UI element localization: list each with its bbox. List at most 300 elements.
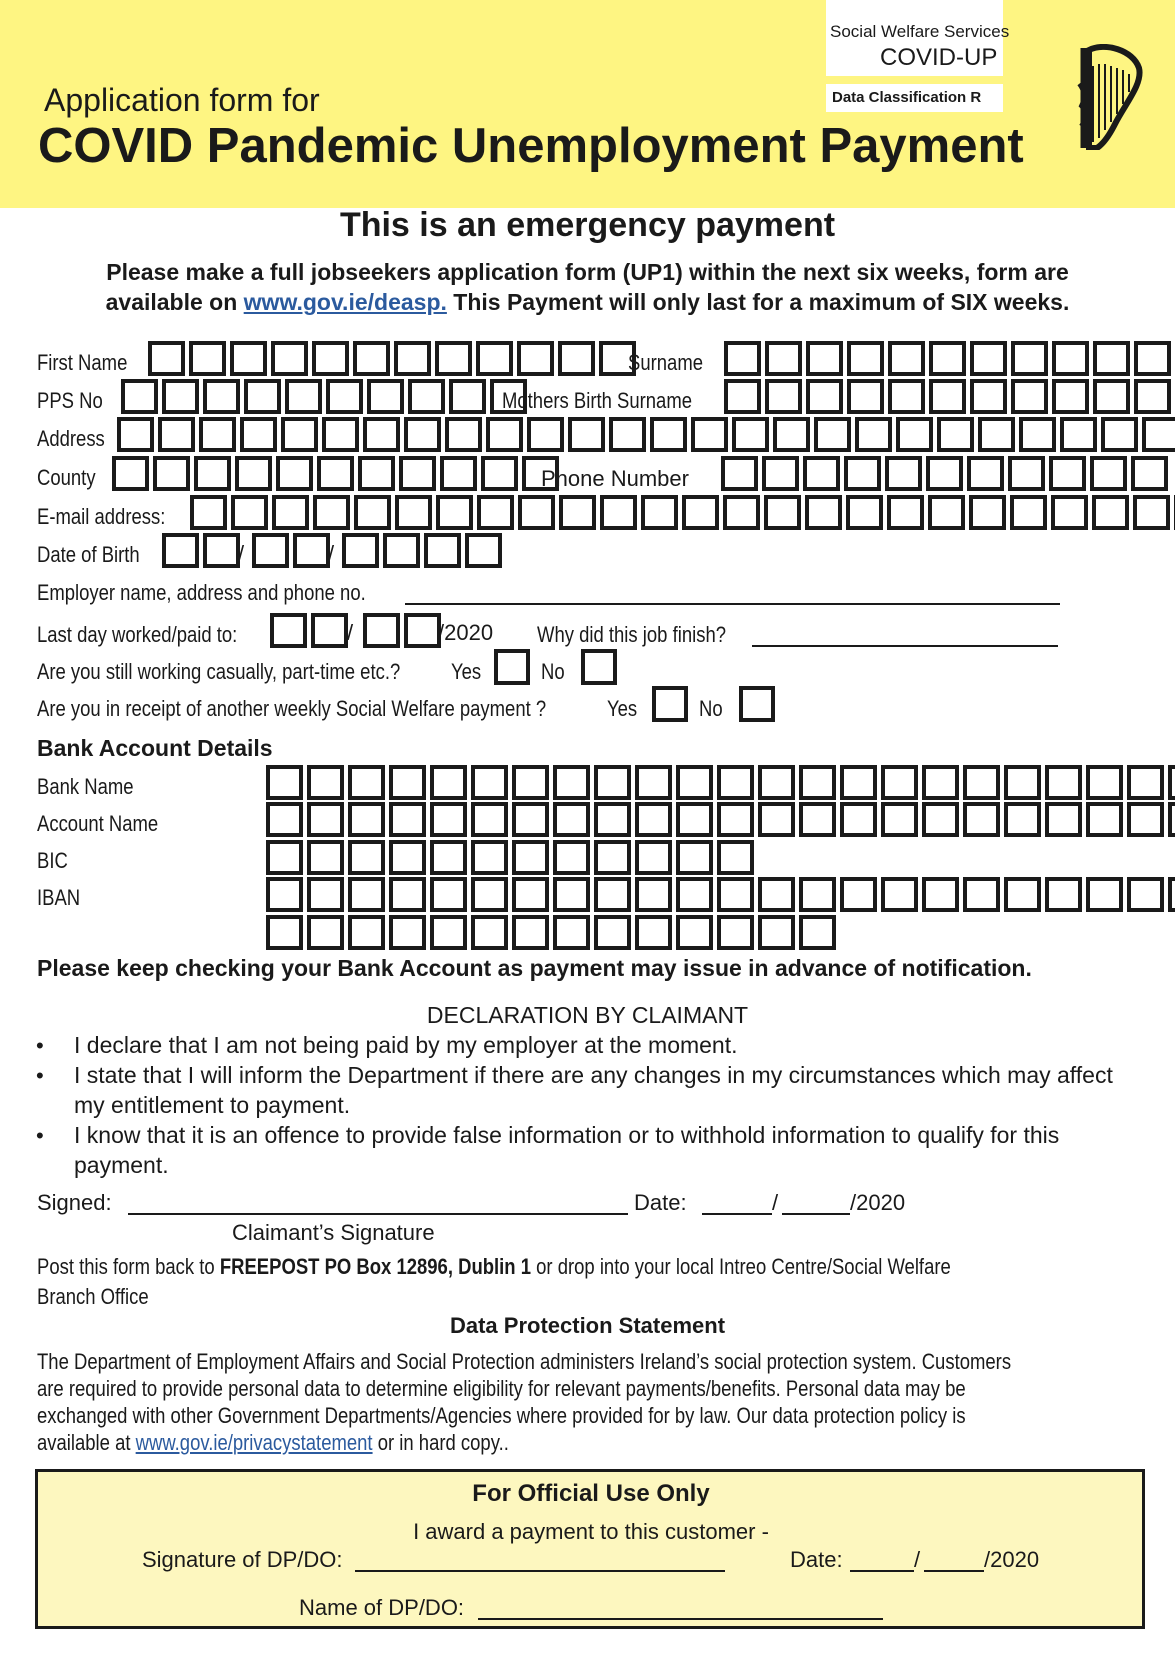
char-box[interactable] — [293, 533, 330, 568]
bank-details-title: Bank Account Details — [37, 735, 273, 761]
char-box[interactable] — [512, 840, 549, 875]
char-box[interactable] — [806, 379, 843, 414]
post-line-2: Branch Office — [37, 1284, 149, 1309]
char-box[interactable] — [635, 877, 672, 912]
char-box[interactable] — [969, 495, 1006, 530]
char-box[interactable] — [117, 417, 154, 452]
signature-caption: Claimant’s Signature — [232, 1220, 435, 1245]
char-box[interactable] — [162, 379, 199, 414]
address-boxes[interactable] — [117, 417, 1175, 452]
char-box[interactable] — [148, 341, 185, 376]
char-box[interactable] — [317, 456, 354, 491]
char-box[interactable] — [471, 915, 508, 950]
char-box[interactable] — [799, 915, 836, 950]
char-box[interactable] — [348, 915, 385, 950]
char-box[interactable] — [717, 877, 754, 912]
account-name-label: Account Name — [37, 811, 159, 836]
char-box[interactable] — [271, 341, 308, 376]
char-box[interactable] — [635, 802, 672, 837]
char-box[interactable] — [881, 765, 918, 800]
char-box[interactable] — [1060, 417, 1097, 452]
char-box[interactable] — [272, 495, 309, 530]
char-box[interactable] — [1127, 765, 1164, 800]
char-box[interactable] — [1127, 802, 1164, 837]
char-box[interactable] — [471, 840, 508, 875]
char-box[interactable] — [803, 456, 840, 491]
char-box[interactable] — [162, 533, 199, 568]
dob-label: Date of Birth — [37, 542, 140, 567]
char-box[interactable] — [676, 877, 713, 912]
char-box[interactable] — [846, 495, 883, 530]
char-box[interactable] — [1134, 379, 1171, 414]
char-box[interactable] — [1133, 495, 1170, 530]
char-box[interactable] — [978, 417, 1015, 452]
char-box[interactable] — [476, 341, 513, 376]
last-day-month-boxes[interactable] — [363, 613, 445, 648]
post-line-1 — [37, 1254, 951, 1280]
char-box[interactable] — [348, 840, 385, 875]
char-box[interactable] — [121, 379, 158, 414]
char-box[interactable] — [1093, 341, 1130, 376]
char-box[interactable] — [724, 341, 761, 376]
char-box[interactable] — [358, 456, 395, 491]
another-payment-no-label: No — [699, 696, 723, 721]
char-box[interactable] — [408, 379, 445, 414]
char-box[interactable] — [676, 840, 713, 875]
mothers-birth-surname-boxes[interactable] — [724, 379, 1175, 414]
char-box[interactable] — [888, 379, 925, 414]
char-box[interactable] — [389, 765, 426, 800]
char-box[interactable] — [394, 341, 431, 376]
char-box[interactable] — [1086, 802, 1123, 837]
char-box[interactable] — [322, 417, 359, 452]
char-box[interactable] — [1142, 417, 1175, 452]
char-box[interactable] — [266, 877, 303, 912]
char-box[interactable] — [266, 765, 303, 800]
char-box[interactable] — [307, 877, 344, 912]
account-name-boxes[interactable] — [266, 802, 1175, 837]
char-box[interactable] — [363, 417, 400, 452]
bic-label: BIC — [37, 848, 68, 873]
data-protection-title: Data Protection Statement — [449, 1313, 726, 1338]
char-box[interactable] — [553, 765, 590, 800]
char-box[interactable] — [252, 533, 289, 568]
char-box[interactable] — [342, 533, 379, 568]
char-box[interactable] — [594, 840, 631, 875]
char-box[interactable] — [773, 417, 810, 452]
char-box[interactable] — [1093, 379, 1130, 414]
pps-no-label: PPS No — [37, 388, 103, 413]
dob-day-boxes[interactable] — [162, 533, 244, 568]
char-box[interactable] — [440, 456, 477, 491]
char-box[interactable] — [389, 840, 426, 875]
intro-line-2-pre: available on — [105, 289, 238, 315]
char-box[interactable] — [887, 495, 924, 530]
signed-label: Signed: — [37, 1190, 112, 1215]
char-box[interactable] — [847, 341, 884, 376]
char-box[interactable] — [1134, 341, 1171, 376]
char-box[interactable] — [1045, 802, 1082, 837]
char-box[interactable] — [1086, 765, 1123, 800]
phone-number-label: Phone Number — [541, 466, 689, 491]
char-box[interactable] — [1019, 417, 1056, 452]
char-box[interactable] — [723, 495, 760, 530]
char-box[interactable] — [881, 877, 918, 912]
char-box[interactable] — [641, 495, 678, 530]
char-box[interactable] — [445, 417, 482, 452]
char-box[interactable] — [682, 495, 719, 530]
char-box[interactable] — [600, 495, 637, 530]
char-box[interactable] — [724, 379, 761, 414]
char-box[interactable] — [558, 341, 595, 376]
last-day-label: Last day worked/paid to: — [37, 622, 238, 647]
why-finish-line[interactable] — [752, 645, 1058, 647]
char-box[interactable] — [762, 456, 799, 491]
char-box[interactable] — [1168, 765, 1175, 800]
char-box[interactable] — [970, 379, 1007, 414]
char-box[interactable] — [1010, 495, 1047, 530]
char-box[interactable] — [1051, 495, 1088, 530]
char-box[interactable] — [732, 417, 769, 452]
char-box[interactable] — [717, 840, 754, 875]
char-box[interactable] — [240, 417, 277, 452]
still-working-no-checkbox[interactable] — [581, 649, 617, 685]
official-date-slash: / — [914, 1547, 921, 1572]
char-box[interactable] — [383, 533, 420, 568]
char-box[interactable] — [635, 765, 672, 800]
char-box[interactable] — [1086, 877, 1123, 912]
char-box[interactable] — [594, 915, 631, 950]
char-box[interactable] — [285, 379, 322, 414]
char-box[interactable] — [929, 379, 966, 414]
char-box[interactable] — [353, 341, 390, 376]
official-date-label: Date: — [790, 1547, 843, 1572]
char-box[interactable] — [395, 495, 432, 530]
declaration-date-slash: / — [772, 1190, 779, 1215]
char-box[interactable] — [814, 417, 851, 452]
char-box[interactable] — [517, 341, 554, 376]
char-box[interactable] — [1127, 877, 1164, 912]
post-post: or drop into your local Intreo Centre/Social Welfare — [536, 1254, 951, 1279]
char-box[interactable] — [203, 379, 240, 414]
char-box[interactable] — [721, 456, 758, 491]
char-box[interactable] — [799, 765, 836, 800]
char-box[interactable] — [609, 417, 646, 452]
char-box[interactable] — [235, 456, 272, 491]
char-box[interactable] — [189, 341, 226, 376]
char-box[interactable] — [1011, 379, 1048, 414]
char-box[interactable] — [348, 765, 385, 800]
char-box[interactable] — [963, 802, 1000, 837]
post-pre: Post this form back to — [37, 1254, 215, 1279]
char-box[interactable] — [430, 765, 467, 800]
post-address: FREEPOST PO Box 12896, Dublin 1 — [219, 1254, 531, 1279]
char-box[interactable] — [512, 915, 549, 950]
char-box[interactable] — [937, 417, 974, 452]
char-box[interactable] — [922, 877, 959, 912]
declaration-date-month-line[interactable] — [782, 1213, 850, 1215]
char-box[interactable] — [717, 915, 754, 950]
char-box[interactable] — [594, 802, 631, 837]
char-box[interactable] — [568, 417, 605, 452]
char-box[interactable] — [1092, 495, 1129, 530]
char-box[interactable] — [764, 495, 801, 530]
bank-name-boxes[interactable] — [266, 765, 1175, 800]
privacy-statement-link[interactable]: www.gov.ie/privacystatement — [135, 1430, 373, 1455]
char-box[interactable] — [840, 877, 877, 912]
char-box[interactable] — [758, 765, 795, 800]
county-boxes[interactable] — [112, 456, 563, 491]
char-box[interactable] — [518, 495, 555, 530]
char-box[interactable] — [1004, 802, 1041, 837]
char-box[interactable] — [765, 341, 802, 376]
char-box[interactable] — [963, 765, 1000, 800]
char-box[interactable] — [806, 341, 843, 376]
char-box[interactable] — [1168, 802, 1175, 837]
char-box[interactable] — [594, 765, 631, 800]
char-box[interactable] — [404, 613, 441, 648]
char-box[interactable] — [199, 417, 236, 452]
deasp-link[interactable]: www.gov.ie/deasp. — [243, 289, 447, 315]
char-box[interactable] — [404, 417, 441, 452]
char-box[interactable] — [389, 802, 426, 837]
iban-boxes-row-2[interactable] — [266, 915, 840, 950]
char-box[interactable] — [430, 915, 467, 950]
char-box[interactable] — [270, 613, 307, 648]
char-box[interactable] — [970, 341, 1007, 376]
char-box[interactable] — [1045, 765, 1082, 800]
char-box[interactable] — [559, 495, 596, 530]
last-day-year: /2020 — [438, 620, 494, 645]
char-box[interactable] — [967, 456, 1004, 491]
char-box[interactable] — [311, 613, 348, 648]
harp-logo-icon — [1075, 44, 1145, 150]
char-box[interactable] — [307, 840, 344, 875]
char-box[interactable] — [471, 765, 508, 800]
official-date-year: /2020 — [984, 1547, 1040, 1572]
char-box[interactable] — [486, 417, 523, 452]
bic-boxes[interactable] — [266, 840, 758, 875]
dp-do-name-line[interactable] — [478, 1618, 883, 1620]
char-box[interactable] — [635, 915, 672, 950]
claimant-signature-line[interactable] — [128, 1213, 628, 1215]
char-box[interactable] — [430, 802, 467, 837]
char-box[interactable] — [266, 840, 303, 875]
char-box[interactable] — [435, 341, 472, 376]
still-working-yes-checkbox[interactable] — [494, 649, 530, 685]
char-box[interactable] — [765, 379, 802, 414]
service-name: Social Welfare Services — [830, 22, 1010, 41]
char-box[interactable] — [281, 417, 318, 452]
last-day-day-boxes[interactable] — [270, 613, 352, 648]
dp-line-4-pre: available at — [37, 1430, 131, 1455]
dp-line-3: exchanged with other Government Departments/Agencies where provided for by law. Our data protection policy is — [37, 1403, 966, 1428]
char-box[interactable] — [430, 840, 467, 875]
surname-boxes[interactable] — [724, 341, 1175, 376]
char-box[interactable] — [312, 341, 349, 376]
char-box[interactable] — [1011, 341, 1048, 376]
char-box[interactable] — [1049, 456, 1086, 491]
char-box[interactable] — [896, 417, 933, 452]
char-box[interactable] — [231, 495, 268, 530]
char-box[interactable] — [928, 495, 965, 530]
data-classification: Data Classification R — [832, 89, 982, 106]
email-label: E-mail address: — [37, 504, 166, 529]
another-payment-yes-label: Yes — [607, 696, 638, 721]
char-box[interactable] — [348, 877, 385, 912]
char-box[interactable] — [799, 802, 836, 837]
char-box[interactable] — [276, 456, 313, 491]
char-box[interactable] — [363, 613, 400, 648]
char-box[interactable] — [153, 456, 190, 491]
another-payment-no-checkbox[interactable] — [739, 686, 775, 722]
char-box[interactable] — [885, 456, 922, 491]
char-box[interactable] — [203, 533, 240, 568]
char-box[interactable] — [1101, 417, 1138, 452]
char-box[interactable] — [389, 915, 426, 950]
data-protection-text — [37, 1348, 1129, 1456]
char-box[interactable] — [1008, 456, 1045, 491]
char-box[interactable] — [888, 341, 925, 376]
char-box[interactable] — [929, 341, 966, 376]
char-box[interactable] — [1004, 765, 1041, 800]
char-box[interactable] — [190, 495, 227, 530]
char-box[interactable] — [112, 456, 149, 491]
char-box[interactable] — [512, 802, 549, 837]
char-box[interactable] — [430, 877, 467, 912]
official-date-month-line[interactable] — [924, 1570, 984, 1572]
char-box[interactable] — [307, 802, 344, 837]
char-box[interactable] — [553, 840, 590, 875]
char-box[interactable] — [635, 840, 672, 875]
bank-notice: Please keep checking your Bank Account as payment may issue in advance of notification. — [37, 955, 1032, 981]
char-box[interactable] — [963, 877, 1000, 912]
char-box[interactable] — [194, 456, 231, 491]
char-box[interactable] — [266, 915, 303, 950]
char-box[interactable] — [230, 341, 267, 376]
char-box[interactable] — [389, 877, 426, 912]
declaration-item-2: I state that I will inform the Department if there are any changes in my circumstances which may affect my entitlement to payment. — [74, 1062, 1113, 1118]
char-box[interactable] — [553, 915, 590, 950]
bullet-2: • — [36, 1063, 44, 1088]
dob-slash-2: / — [328, 541, 335, 566]
char-box[interactable] — [881, 802, 918, 837]
still-working-label: Are you still working casually, part-time etc.? — [37, 659, 401, 684]
char-box[interactable] — [367, 379, 404, 414]
char-box[interactable] — [348, 802, 385, 837]
char-box[interactable] — [650, 417, 687, 452]
char-box[interactable] — [855, 417, 892, 452]
first-name-boxes[interactable] — [148, 341, 640, 376]
char-box[interactable] — [758, 915, 795, 950]
char-box[interactable] — [926, 456, 963, 491]
dp-do-signature-label: Signature of DP/DO: — [142, 1547, 343, 1572]
char-box[interactable] — [449, 379, 486, 414]
char-box[interactable] — [758, 877, 795, 912]
application-for-label: Application form for — [44, 82, 320, 118]
iban-label: IBAN — [37, 885, 81, 910]
dob-year-boxes[interactable] — [342, 533, 506, 568]
char-box[interactable] — [1052, 341, 1089, 376]
char-box[interactable] — [840, 765, 877, 800]
char-box[interactable] — [244, 379, 281, 414]
char-box[interactable] — [424, 533, 461, 568]
another-payment-yes-checkbox[interactable] — [652, 686, 688, 722]
last-day-slash: / — [347, 620, 354, 645]
dob-month-boxes[interactable] — [252, 533, 334, 568]
char-box[interactable] — [717, 802, 754, 837]
char-box[interactable] — [676, 765, 713, 800]
char-box[interactable] — [399, 456, 436, 491]
bank-name-label: Bank Name — [37, 774, 134, 799]
char-box[interactable] — [676, 915, 713, 950]
char-box[interactable] — [158, 417, 195, 452]
char-box[interactable] — [805, 495, 842, 530]
char-box[interactable] — [307, 915, 344, 950]
char-box[interactable] — [799, 877, 836, 912]
dp-line-4 — [37, 1429, 1129, 1456]
char-box[interactable] — [313, 495, 350, 530]
char-box[interactable] — [354, 495, 391, 530]
email-boxes[interactable] — [190, 495, 1175, 530]
intro-line-2 — [0, 289, 1175, 316]
char-box[interactable] — [512, 877, 549, 912]
char-box[interactable] — [676, 802, 713, 837]
char-box[interactable] — [266, 802, 303, 837]
char-box[interactable] — [1004, 877, 1041, 912]
official-date-day-line[interactable] — [850, 1570, 914, 1572]
char-box[interactable] — [594, 877, 631, 912]
char-box[interactable] — [1168, 877, 1175, 912]
char-box[interactable] — [471, 802, 508, 837]
declaration-date-year: /2020 — [850, 1190, 906, 1215]
char-box[interactable] — [847, 379, 884, 414]
char-box[interactable] — [481, 456, 518, 491]
declaration-date-day-line[interactable] — [702, 1213, 772, 1215]
char-box[interactable] — [553, 802, 590, 837]
official-award-text: I award a payment to this customer - — [413, 1519, 769, 1544]
char-box[interactable] — [922, 802, 959, 837]
char-box[interactable] — [840, 802, 877, 837]
char-box[interactable] — [1052, 379, 1089, 414]
char-box[interactable] — [1045, 877, 1082, 912]
char-box[interactable] — [758, 802, 795, 837]
pps-no-boxes[interactable] — [121, 379, 531, 414]
char-box[interactable] — [527, 417, 564, 452]
char-box[interactable] — [436, 495, 473, 530]
char-box[interactable] — [307, 765, 344, 800]
char-box[interactable] — [326, 379, 363, 414]
char-box[interactable] — [1090, 456, 1127, 491]
char-box[interactable] — [1131, 456, 1168, 491]
char-box[interactable] — [844, 456, 881, 491]
char-box[interactable] — [553, 877, 590, 912]
employer-line[interactable] — [405, 603, 1060, 605]
char-box[interactable] — [471, 877, 508, 912]
dp-do-signature-line[interactable] — [355, 1570, 725, 1572]
char-box[interactable] — [717, 765, 754, 800]
char-box[interactable] — [465, 533, 502, 568]
char-box[interactable] — [691, 417, 728, 452]
phone-number-boxes[interactable] — [721, 456, 1172, 491]
bullet-3: • — [36, 1123, 44, 1148]
declaration-item-3: I know that it is an offence to provide false information or to withhold information to qualify for this payment. — [74, 1122, 1060, 1178]
county-label: County — [37, 465, 96, 490]
iban-boxes-row-1[interactable] — [266, 877, 1175, 912]
char-box[interactable] — [922, 765, 959, 800]
char-box[interactable] — [512, 765, 549, 800]
char-box[interactable] — [477, 495, 514, 530]
